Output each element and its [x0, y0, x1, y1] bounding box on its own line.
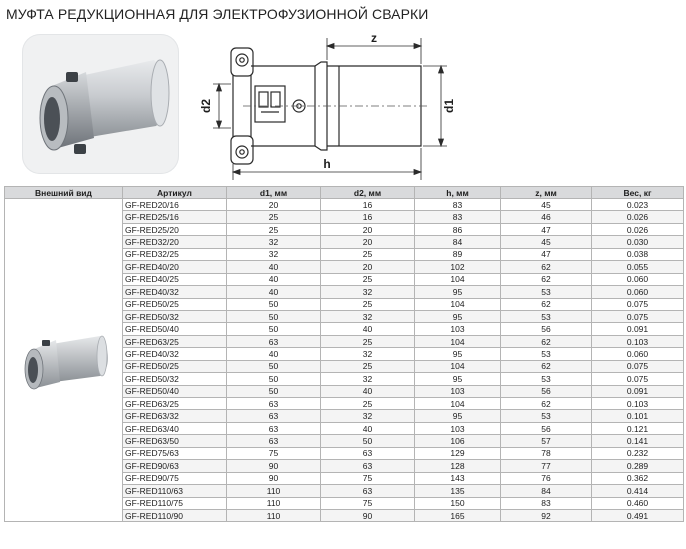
cell-d2: 25	[321, 398, 415, 410]
cell-h: 95	[415, 348, 501, 360]
cell-d1: 63	[227, 422, 321, 434]
cell-z: 47	[501, 223, 592, 235]
cell-h: 95	[415, 286, 501, 298]
cell-weight: 0.460	[592, 497, 684, 509]
cell-z: 45	[501, 199, 592, 211]
cell-d1: 90	[227, 460, 321, 472]
cell-weight: 0.232	[592, 447, 684, 459]
cell-d1: 40	[227, 286, 321, 298]
cell-z: 62	[501, 273, 592, 285]
cell-d1: 40	[227, 348, 321, 360]
cell-d1: 32	[227, 236, 321, 248]
page-title: МУФТА РЕДУКЦИОННАЯ ДЛЯ ЭЛЕКТРОФУЗИОННОЙ СВАРКИ	[6, 6, 429, 22]
cell-weight: 0.091	[592, 323, 684, 335]
cell-z: 57	[501, 435, 592, 447]
cell-d2: 32	[321, 286, 415, 298]
cell-d2: 32	[321, 310, 415, 322]
cell-article: GF-RED90/63	[123, 460, 227, 472]
cell-d2: 32	[321, 410, 415, 422]
cell-d1: 110	[227, 485, 321, 497]
cell-article: GF-RED110/90	[123, 509, 227, 521]
reducing-coupling-thumbnail	[14, 324, 114, 394]
cell-z: 53	[501, 286, 592, 298]
cell-z: 46	[501, 211, 592, 223]
cell-d2: 40	[321, 323, 415, 335]
cell-d2: 75	[321, 497, 415, 509]
col-header-h: h, мм	[415, 187, 501, 199]
cell-d1: 63	[227, 398, 321, 410]
cell-z: 92	[501, 509, 592, 521]
cell-d2: 20	[321, 261, 415, 273]
cell-h: 95	[415, 410, 501, 422]
dim-z-label: z	[371, 31, 377, 45]
cell-d1: 90	[227, 472, 321, 484]
cell-h: 89	[415, 248, 501, 260]
cell-d2: 40	[321, 422, 415, 434]
cell-h: 104	[415, 298, 501, 310]
cell-h: 83	[415, 199, 501, 211]
cell-d1: 25	[227, 211, 321, 223]
cell-d1: 110	[227, 497, 321, 509]
cell-d1: 110	[227, 509, 321, 521]
cell-d1: 25	[227, 223, 321, 235]
cell-weight: 0.075	[592, 298, 684, 310]
cell-article: GF-RED63/40	[123, 422, 227, 434]
cell-d1: 32	[227, 248, 321, 260]
cell-article: GF-RED50/25	[123, 298, 227, 310]
cell-d1: 63	[227, 335, 321, 347]
cell-z: 53	[501, 348, 592, 360]
cell-article: GF-RED50/40	[123, 323, 227, 335]
cell-d1: 50	[227, 310, 321, 322]
cell-article: GF-RED50/32	[123, 310, 227, 322]
cell-article: GF-RED110/75	[123, 497, 227, 509]
cell-z: 78	[501, 447, 592, 459]
cell-h: 165	[415, 509, 501, 521]
cell-d1: 50	[227, 323, 321, 335]
table-row	[5, 199, 684, 211]
cell-article: GF-RED50/32	[123, 373, 227, 385]
cell-d2: 63	[321, 447, 415, 459]
cell-d2: 32	[321, 373, 415, 385]
cell-d1: 50	[227, 385, 321, 397]
cell-h: 128	[415, 460, 501, 472]
cell-d2: 63	[321, 460, 415, 472]
cell-article: GF-RED63/50	[123, 435, 227, 447]
reducing-coupling-image	[22, 34, 179, 174]
table-header-row	[5, 187, 684, 199]
cell-article: GF-RED63/25	[123, 335, 227, 347]
cell-article: GF-RED40/25	[123, 273, 227, 285]
cell-h: 102	[415, 261, 501, 273]
cell-d2: 16	[321, 199, 415, 211]
cell-z: 56	[501, 323, 592, 335]
cell-z: 45	[501, 236, 592, 248]
cell-article: GF-RED32/20	[123, 236, 227, 248]
cell-d2: 63	[321, 485, 415, 497]
cell-d2: 90	[321, 509, 415, 521]
cell-d1: 50	[227, 298, 321, 310]
cell-weight: 0.091	[592, 385, 684, 397]
cell-weight: 0.075	[592, 360, 684, 372]
cell-d2: 20	[321, 223, 415, 235]
cell-h: 103	[415, 422, 501, 434]
col-header-d1: d1, мм	[227, 187, 321, 199]
cell-weight: 0.060	[592, 286, 684, 298]
product-photo	[22, 34, 179, 174]
cell-d1: 20	[227, 199, 321, 211]
cell-article: GF-RED50/25	[123, 360, 227, 372]
cell-article: GF-RED25/20	[123, 223, 227, 235]
cell-article: GF-RED90/75	[123, 472, 227, 484]
dim-d2-label: d2	[199, 98, 213, 114]
col-header-weight: Вес, кг	[592, 187, 684, 199]
technical-drawing	[199, 30, 463, 180]
cell-z: 53	[501, 410, 592, 422]
cell-z: 62	[501, 298, 592, 310]
cell-weight: 0.075	[592, 310, 684, 322]
cell-article: GF-RED40/32	[123, 286, 227, 298]
cell-d2: 75	[321, 472, 415, 484]
cell-d1: 50	[227, 373, 321, 385]
cell-article: GF-RED32/25	[123, 248, 227, 260]
cell-weight: 0.103	[592, 398, 684, 410]
cell-z: 47	[501, 248, 592, 260]
cell-article: GF-RED63/25	[123, 398, 227, 410]
cell-d1: 63	[227, 410, 321, 422]
cell-h: 129	[415, 447, 501, 459]
cell-d2: 25	[321, 273, 415, 285]
cell-d2: 25	[321, 360, 415, 372]
cell-d2: 16	[321, 211, 415, 223]
col-header-view: Внешний вид	[5, 187, 123, 199]
cell-article: GF-RED63/32	[123, 410, 227, 422]
cell-z: 77	[501, 460, 592, 472]
cell-weight: 0.491	[592, 509, 684, 521]
cell-weight: 0.414	[592, 485, 684, 497]
cell-h: 103	[415, 385, 501, 397]
cell-h: 104	[415, 360, 501, 372]
cell-weight: 0.023	[592, 199, 684, 211]
dim-d1-label: d1	[442, 98, 456, 114]
cell-weight: 0.121	[592, 422, 684, 434]
cell-article: GF-RED25/16	[123, 211, 227, 223]
cell-weight: 0.362	[592, 472, 684, 484]
cell-z: 62	[501, 261, 592, 273]
cell-h: 103	[415, 323, 501, 335]
cell-d2: 40	[321, 385, 415, 397]
cell-d1: 50	[227, 360, 321, 372]
cell-h: 95	[415, 310, 501, 322]
cell-weight: 0.060	[592, 273, 684, 285]
cell-z: 56	[501, 385, 592, 397]
cell-article: GF-RED75/63	[123, 447, 227, 459]
cell-article: GF-RED50/40	[123, 385, 227, 397]
cell-weight: 0.030	[592, 236, 684, 248]
cell-d2: 25	[321, 248, 415, 260]
cell-h: 150	[415, 497, 501, 509]
cell-weight: 0.075	[592, 373, 684, 385]
cell-h: 106	[415, 435, 501, 447]
cell-d2: 32	[321, 348, 415, 360]
cell-d1: 75	[227, 447, 321, 459]
cell-article: GF-RED110/63	[123, 485, 227, 497]
cell-d1: 40	[227, 273, 321, 285]
col-header-d2: d2, мм	[321, 187, 415, 199]
cell-d2: 20	[321, 236, 415, 248]
cell-z: 84	[501, 485, 592, 497]
cell-weight: 0.055	[592, 261, 684, 273]
cell-d2: 50	[321, 435, 415, 447]
cell-d1: 63	[227, 435, 321, 447]
cell-h: 95	[415, 373, 501, 385]
cell-h: 104	[415, 398, 501, 410]
cell-h: 135	[415, 485, 501, 497]
cell-article: GF-RED40/20	[123, 261, 227, 273]
cell-article: GF-RED20/16	[123, 199, 227, 211]
cell-weight: 0.026	[592, 223, 684, 235]
cell-d1: 40	[227, 261, 321, 273]
cell-h: 83	[415, 211, 501, 223]
spec-table	[4, 186, 684, 522]
cell-weight: 0.289	[592, 460, 684, 472]
cell-h: 143	[415, 472, 501, 484]
dim-h-label: h	[323, 157, 331, 171]
cell-h: 104	[415, 273, 501, 285]
cell-weight: 0.103	[592, 335, 684, 347]
cell-h: 86	[415, 223, 501, 235]
col-header-z: z, мм	[501, 187, 592, 199]
cell-weight: 0.141	[592, 435, 684, 447]
cell-z: 76	[501, 472, 592, 484]
cell-h: 84	[415, 236, 501, 248]
cell-h: 104	[415, 335, 501, 347]
cell-d2: 25	[321, 335, 415, 347]
col-header-article: Артикул	[123, 187, 227, 199]
cell-z: 53	[501, 310, 592, 322]
cell-weight: 0.101	[592, 410, 684, 422]
cell-weight: 0.060	[592, 348, 684, 360]
cell-z: 56	[501, 422, 592, 434]
product-view-cell	[5, 199, 123, 522]
cell-z: 83	[501, 497, 592, 509]
cell-z: 62	[501, 398, 592, 410]
cell-weight: 0.038	[592, 248, 684, 260]
cell-d2: 25	[321, 298, 415, 310]
cell-z: 62	[501, 335, 592, 347]
cell-z: 53	[501, 373, 592, 385]
cell-z: 62	[501, 360, 592, 372]
cell-article: GF-RED40/32	[123, 348, 227, 360]
cell-weight: 0.026	[592, 211, 684, 223]
